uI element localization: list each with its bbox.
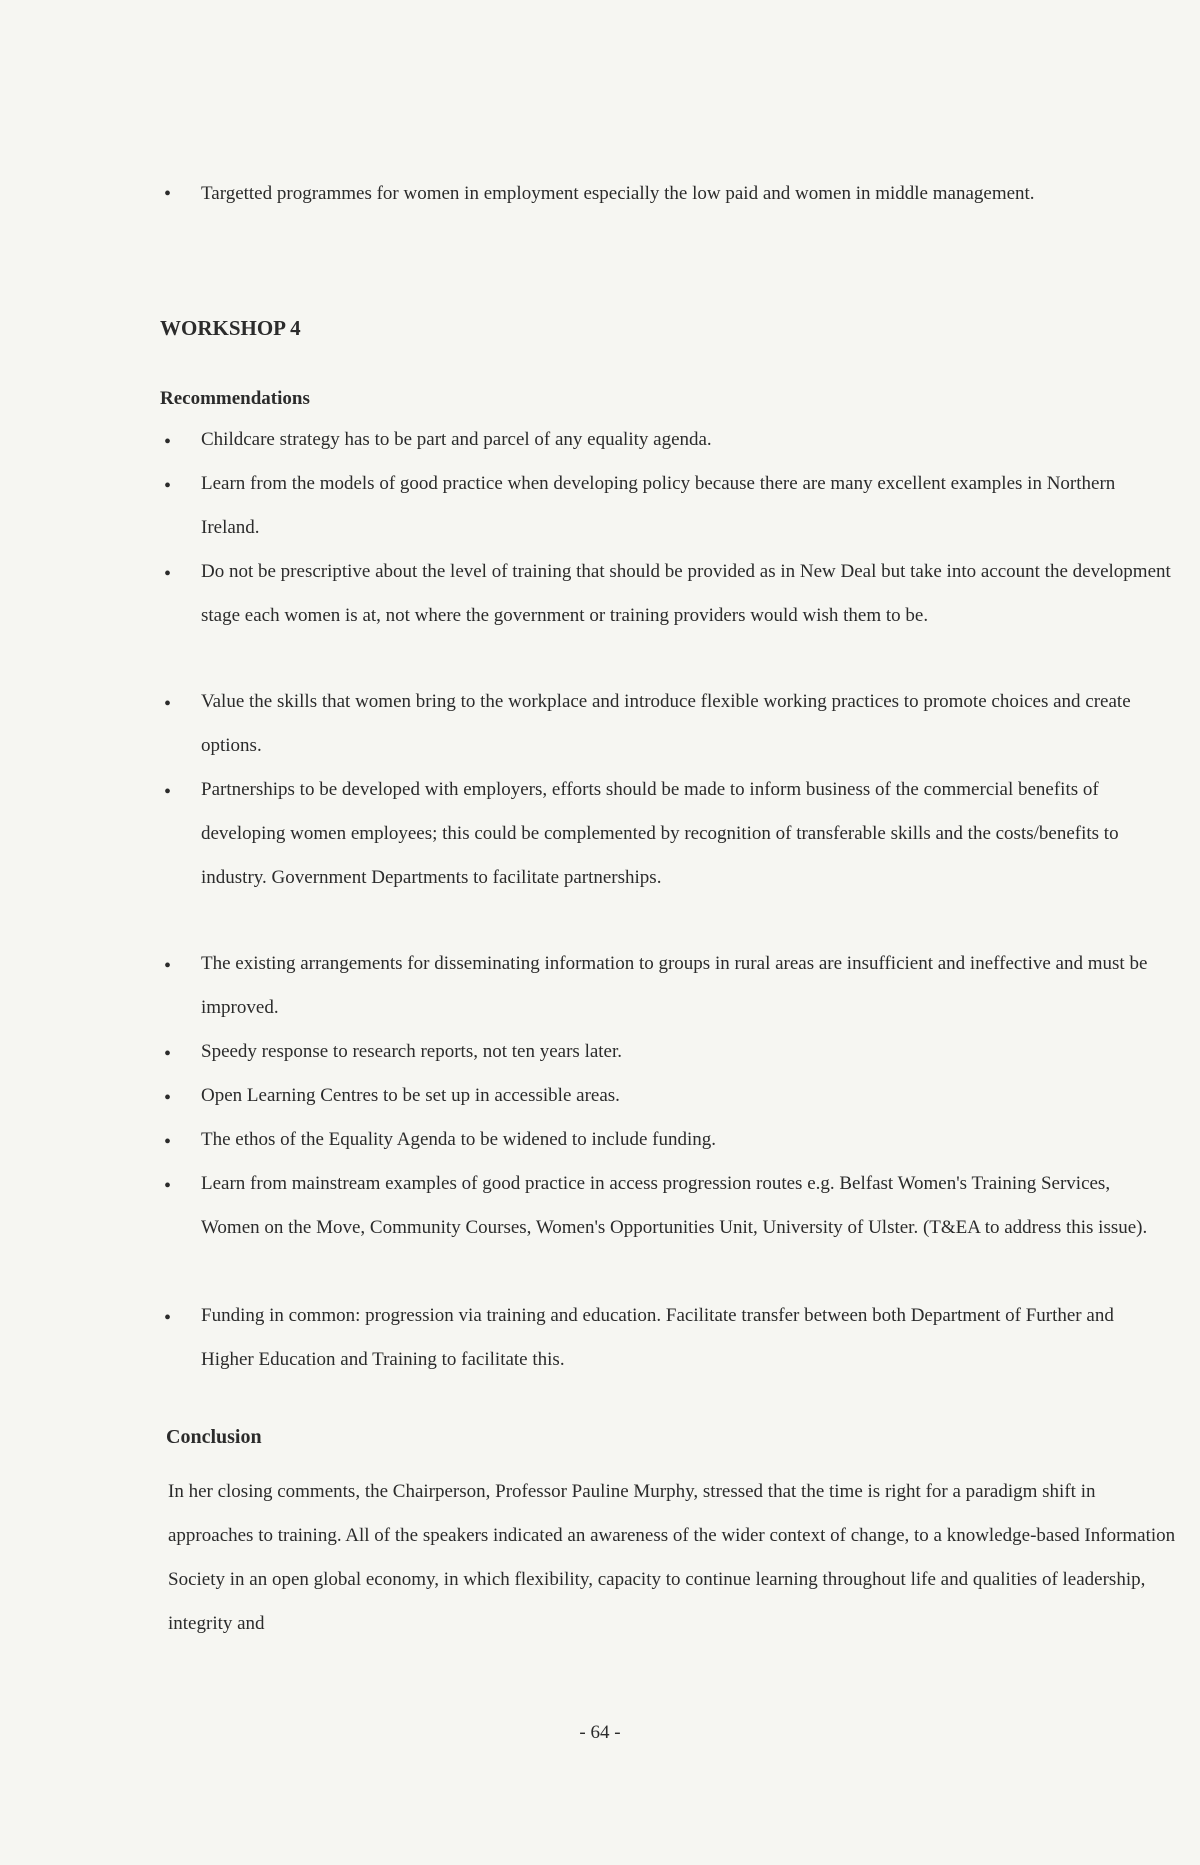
list-item-text: Childcare strategy has to be part and parcel of any equality agenda. [201,429,712,450]
workshop-heading: WORKSHOP 4 [160,316,301,340]
list-item-text: Learn from mainstream examples of good practice in access progression routes e.g. Belfast Women's Training Services, Women on the Move, Community Courses, Women's Opportunities Unit, University of Ulster. (T&EA to address this issue). [201,1173,1148,1238]
conclusion-heading: Conclusion [166,1426,262,1448]
bullet-icon: • [164,563,172,585]
page-number: - 64 - [579,1722,621,1743]
bullet-icon: • [164,1087,172,1109]
list-item-text: Do not be prescriptive about the level of training that should be provided as in New Deal but take into account the development stage each women is at, not where the government or training providers would wish them to be. [201,561,1171,626]
bullet-icon: • [164,693,172,715]
bullet-icon: • [164,1043,172,1065]
list-item-text: Partnerships to be developed with employers, efforts should be made to inform business of the commercial benefits of developing women employees; this could be complemented by recognition of transferable skills and the costs/benefits to industry. Government Departments to facilitate partnerships. [201,779,1119,888]
list-item-text: Speedy response to research reports, not ten years later. [201,1041,623,1062]
list-item-text: Value the skills that women bring to the workplace and introduce flexible working practices to promote choices and create options. [201,691,1131,756]
recommendations-heading: Recommendations [160,388,310,409]
list-item-text: Funding in common: progression via training and education. Facilitate transfer between both Department of Further and Higher Education and Training to facilitate this. [201,1305,1114,1370]
bullet-icon: • [164,1175,172,1197]
list-item-text: Learn from the models of good practice when developing policy because there are many excellent examples in Northern Ireland. [201,473,1116,538]
list-item-text: The existing arrangements for disseminating information to groups in rural areas are insufficient and ineffective and must be improved. [201,953,1148,1018]
conclusion-paragraph: In her closing comments, the Chairperson, Professor Pauline Murphy, stressed that the time is right for a paradigm shift in approaches to training. All of the speakers indicated an awareness of the wider context of change, to a knowledge-based Information Society in an open global economy, in which flexibility, capacity to continue learning throughout life and qualities of leadership, integrity and [168,1481,1176,1634]
bullet-icon: • [164,475,172,497]
bullet-icon: • [164,781,172,803]
list-item-text: Open Learning Centres to be set up in accessible areas. [201,1085,620,1106]
bullet-icon: • [164,1307,172,1329]
bullet-icon: • [164,183,172,205]
intro-bullet-text: Targetted programmes for women in employment especially the low paid and women in middle management. [201,183,1035,204]
bullet-icon: • [164,1131,172,1153]
bullet-icon: • [164,955,172,977]
bullet-icon: • [164,431,172,453]
list-item-text: The ethos of the Equality Agenda to be widened to include funding. [201,1129,716,1150]
